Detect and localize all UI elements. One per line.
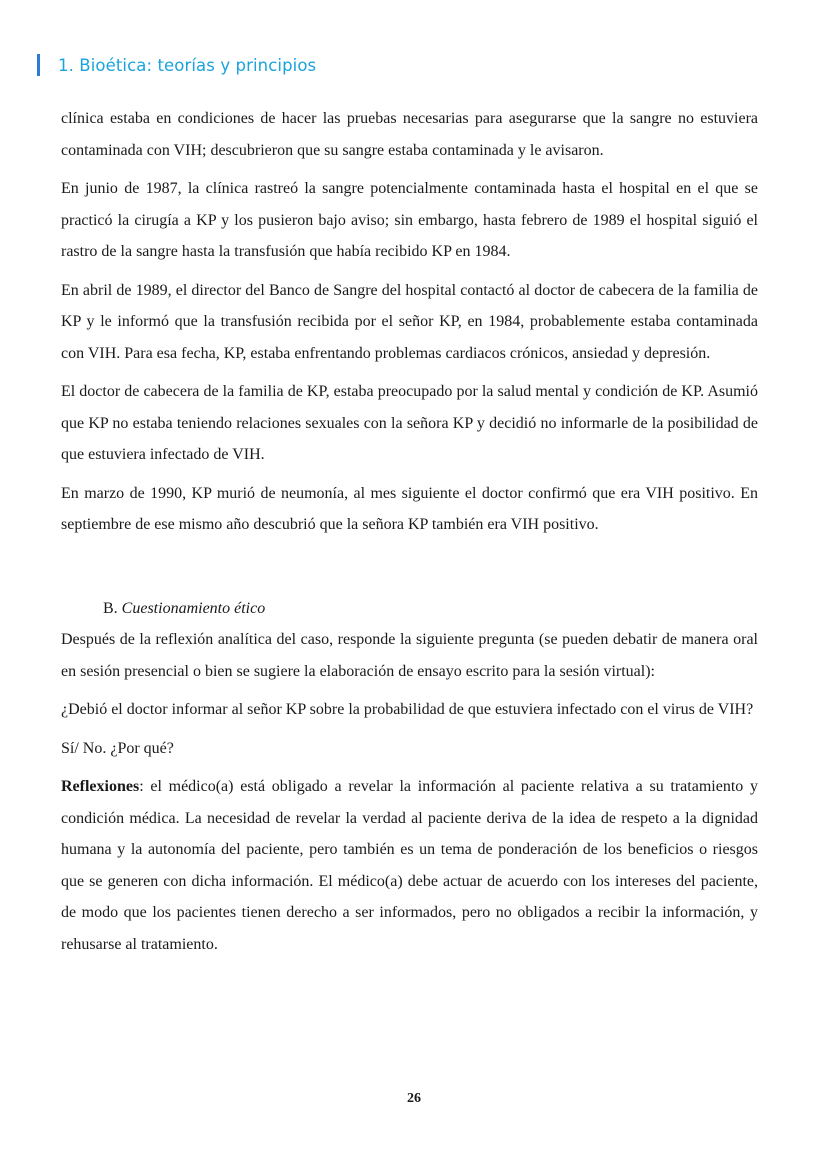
yes-no-prompt: Sí/ No. ¿Por qué?	[61, 739, 174, 757]
reflections-text: : el médico(a) está obligado a revelar la información al paciente relativa a su tratamiento y condición médica. La necesidad de revelar la verdad al paciente deriva de la idea de respeto a la dignidad humana y la autonomía del paciente, pero también es un tema de ponderación de los beneficios o riesgos que se generen con dicha información. El médico(a) debe actuar de acuerdo con los intereses del paciente, de modo que los pacientes tienen derecho a ser informados, pero no obligados a recibir la información, y rehusarse al tratamiento.	[61, 778, 758, 953]
page-content	[61, 103, 758, 960]
section-b-title: Cuestionamiento ético	[121, 599, 266, 617]
header-accent-bar	[37, 54, 40, 76]
paragraph-5: En marzo de 1990, KP murió de neumonía, al mes siguiente el doctor confirmó que era VIH positivo. En septiembre de ese mismo año descubrió que la señora KP también era VIH positivo.	[61, 484, 758, 533]
question-text: ¿Debió el doctor informar al señor KP sobre la probabilidad de que estuviera infectado con el virus de VIH?	[61, 701, 754, 718]
section-header	[37, 53, 316, 77]
section-b-letter: B.	[103, 599, 122, 617]
paragraph-4: El doctor de cabecera de la familia de KP, estaba preocupado por la salud mental y condición de KP. Asumió que KP no estaba teniendo relaciones sexuales con la señora KP y decidió no informarle de la posibilidad de que estuviera infectado de VIH.	[61, 383, 758, 463]
reflections-paragraph	[61, 771, 758, 960]
header-title: 1. Bioética: teorías y principios	[58, 55, 317, 75]
page-number: 26	[407, 1091, 421, 1106]
paragraph-3: En abril de 1989, el director del Banco de Sangre del hospital contactó al doctor de cabecera de la familia de KP y le informó que la transfusión recibida por el señor KP, en 1984, probablemente estaba contaminada con VIH. Para esa fecha, KP, estaba enfrentando problemas cardiacos crónicos, ansiedad y depresión.	[61, 281, 758, 362]
question-intro: Después de la reflexión analítica del caso, responde la siguiente pregunta (se pueden debatir de manera oral en sesión presencial o bien se sugiere la elaboración de ensayo escrito para la sesión virtual):	[61, 631, 758, 680]
paragraph-2: En junio de 1987, la clínica rastreó la sangre potencialmente contaminada hasta el hospital en el que se practicó la cirugía a KP y los pusieron bajo aviso; sin embargo, hasta febrero de 1989 el hospital siguió el rastro de la sangre hasta la transfusión que había recibido KP en 1984.	[61, 180, 758, 260]
paragraph-1: clínica estaba en condiciones de hacer las pruebas necesarias para asegurarse que la sangre no estuviera contaminada con VIH; descubrieron que su sangre estaba contaminada y le avisaron.	[61, 110, 758, 159]
reflections-label: Reflexiones	[61, 778, 140, 795]
section-b-heading	[61, 593, 758, 625]
